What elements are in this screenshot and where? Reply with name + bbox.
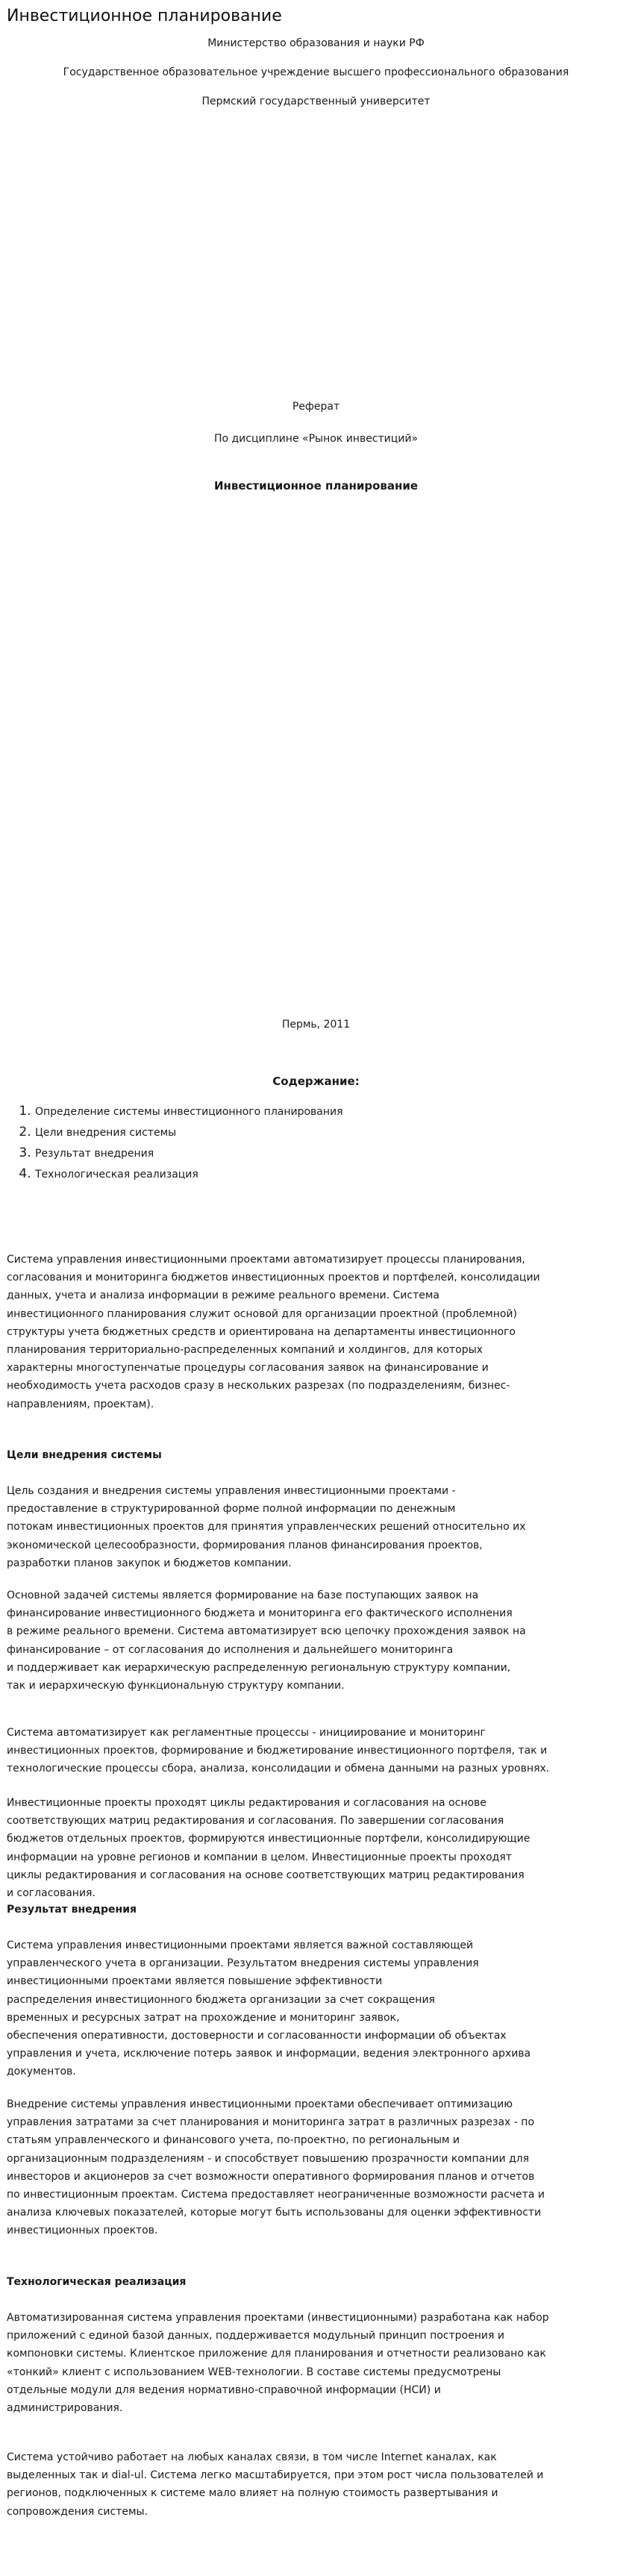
work-type: Реферат bbox=[292, 401, 340, 413]
contents-item: 4. Технологическая реализация bbox=[35, 1163, 343, 1184]
contents-item: 2. Цели внедрения системы bbox=[35, 1122, 343, 1142]
institution-line: Государственное образовательное учреждение высшего профессионального образования bbox=[63, 66, 569, 78]
results-paragraph-2: Внедрение системы управления инвестиционными проектами обеспечивает оптимизацию управления затратами за счет планирования и мониторинга затрат в различных разрезах - по статьям управленческого и финансового учета, по-проектно, по региональным и организационным подразделениям - и способствует повышению прозрачности компании для инвесторов и акционеров за счет возможности оперативного формирования планов и отчетов по инвестиционным проектам. Система предоставляет неограниченные возможности расчета и анализа ключевых показателей, которые могут быть использованы для оценки эффективности инвестиционных проектов. bbox=[7, 2098, 545, 2237]
tech-paragraph-1: Автоматизированная система управления проектами (инвестиционными) разработана как набор приложений с единой базой данных, поддерживается модульный принцип построения и компоновки системы. Клиентское приложение для планирования и отчетности реализовано как «тонкий» клиент с использованием WEB-технологии. В составе системы предусмотрены отдельные модули для ведения нормативно-справочной информации (НСИ) и администрирования. bbox=[7, 2312, 549, 2415]
tech-heading: Технологическая реализация bbox=[7, 2276, 187, 2288]
goals-paragraph-4: Инвестиционные проекты проходят циклы редактирования и согласования на основе соответствующих матриц редактирования и согласования. По завершении согласования бюджетов отдельных проектов, формируются инвестиционные портфели, консолидирующие информации на уровне регионов и компании в целом. Инвестиционные проекты проходят циклы редактирования и согласования на основе соответствующих матриц редактирования и согласования. bbox=[7, 1797, 531, 1900]
university-line: Пермский государственный университет bbox=[201, 96, 431, 107]
results-heading: Результат внедрения bbox=[7, 1904, 137, 1916]
city-year: Пермь, 2011 bbox=[281, 1019, 351, 1031]
contents-item: 1. Определение системы инвестиционного планирования bbox=[35, 1101, 343, 1122]
document-title: Инвестиционное планирование bbox=[7, 7, 282, 25]
goals-heading: Цели внедрения системы bbox=[7, 1449, 162, 1461]
goals-paragraph-3: Система автоматизирует как регламентные процессы - инициирование и мониторинг инвестиционных проектов, формирование и бюджетирование инвестиционного портфеля, так и технологические процессы сбора, анализа, консолидации и обмена данными на разных уровнях. bbox=[7, 1727, 550, 1775]
goals-paragraph-2: Основной задачей системы является формирование на базе поступающих заявок на финансирование инвестиционного бюджета и мониторинга его фактического исполнения в режиме реального времени. Система автоматизирует всю цепочку прохождения заявок на финансирование – от согласования до исполнения и дальнейшего мониторинга и поддерживает как иерархическую распределенную региональную структуру компании, так и иерархическую функциональную структуру компании. bbox=[7, 1589, 526, 1692]
goals-paragraph-1: Цель создания и внедрения системы управления инвестиционными проектами - предоставление в структурированной форме полной информации по денежным потокам инвестиционных проектов для принятия управленческих решений относительно их экономической целесообразности, формирования планов финансирования проектов, разработки планов закупок и бюджетов компании. bbox=[7, 1485, 526, 1569]
discipline-line: По дисциплине «Рынок инвестиций» bbox=[213, 433, 419, 445]
intro-paragraph: Система управления инвестиционными проектами автоматизирует процессы планирования, согласования и мониторинга бюджетов инвестиционных проектов и портфелей, консолидации данных, учета и анализа информации в режиме реального времени. Система инвестиционного планирования служит основой для организации проектной (проблемной) структуры учета бюджетных средств и ориентирована на департаменты инвестиционного планирования территориально-распределенных компаний и холдингов, для которых характерны многоступенчатые процедуры согласования заявок на финансирование и необходимость учета расходов сразу в нескольких разрезах (по подразделениям, бизнес- направлениям, проектам). bbox=[7, 1254, 540, 1410]
results-paragraph-1: Система управления инвестиционными проектами является важной составляющей управленческого учета в организации. Результатом внедрения системы управления инвестиционными проектами является повышение эффективности распределения инвестиционного бюджета организации за счет сокращения временных и ресурсных затрат на прохождение и мониторинг заявок, обеспечения оперативности, достоверности и согласованности информации об объектах управления и учета, исключение потерь заявок и информации, ведения электронного архива документов. bbox=[7, 1939, 531, 2078]
contents-item: 3. Результат внедрения bbox=[35, 1142, 343, 1163]
contents-heading: Содержание: bbox=[272, 1075, 360, 1088]
ministry-line: Министерство образования и науки РФ bbox=[207, 37, 425, 49]
topic-title: Инвестиционное планирование bbox=[213, 479, 419, 493]
tech-paragraph-2: Система устойчиво работает на любых каналах связи, в том числе Internet каналах, как выделенных так и dial-ul. Система легко масштабируется, при этом рост числа пользователей и регионов, подключенных к системе мало влияет на полную стоимость развертывания и сопровождения системы. bbox=[7, 2451, 544, 2518]
contents-list bbox=[7, 1101, 343, 1184]
